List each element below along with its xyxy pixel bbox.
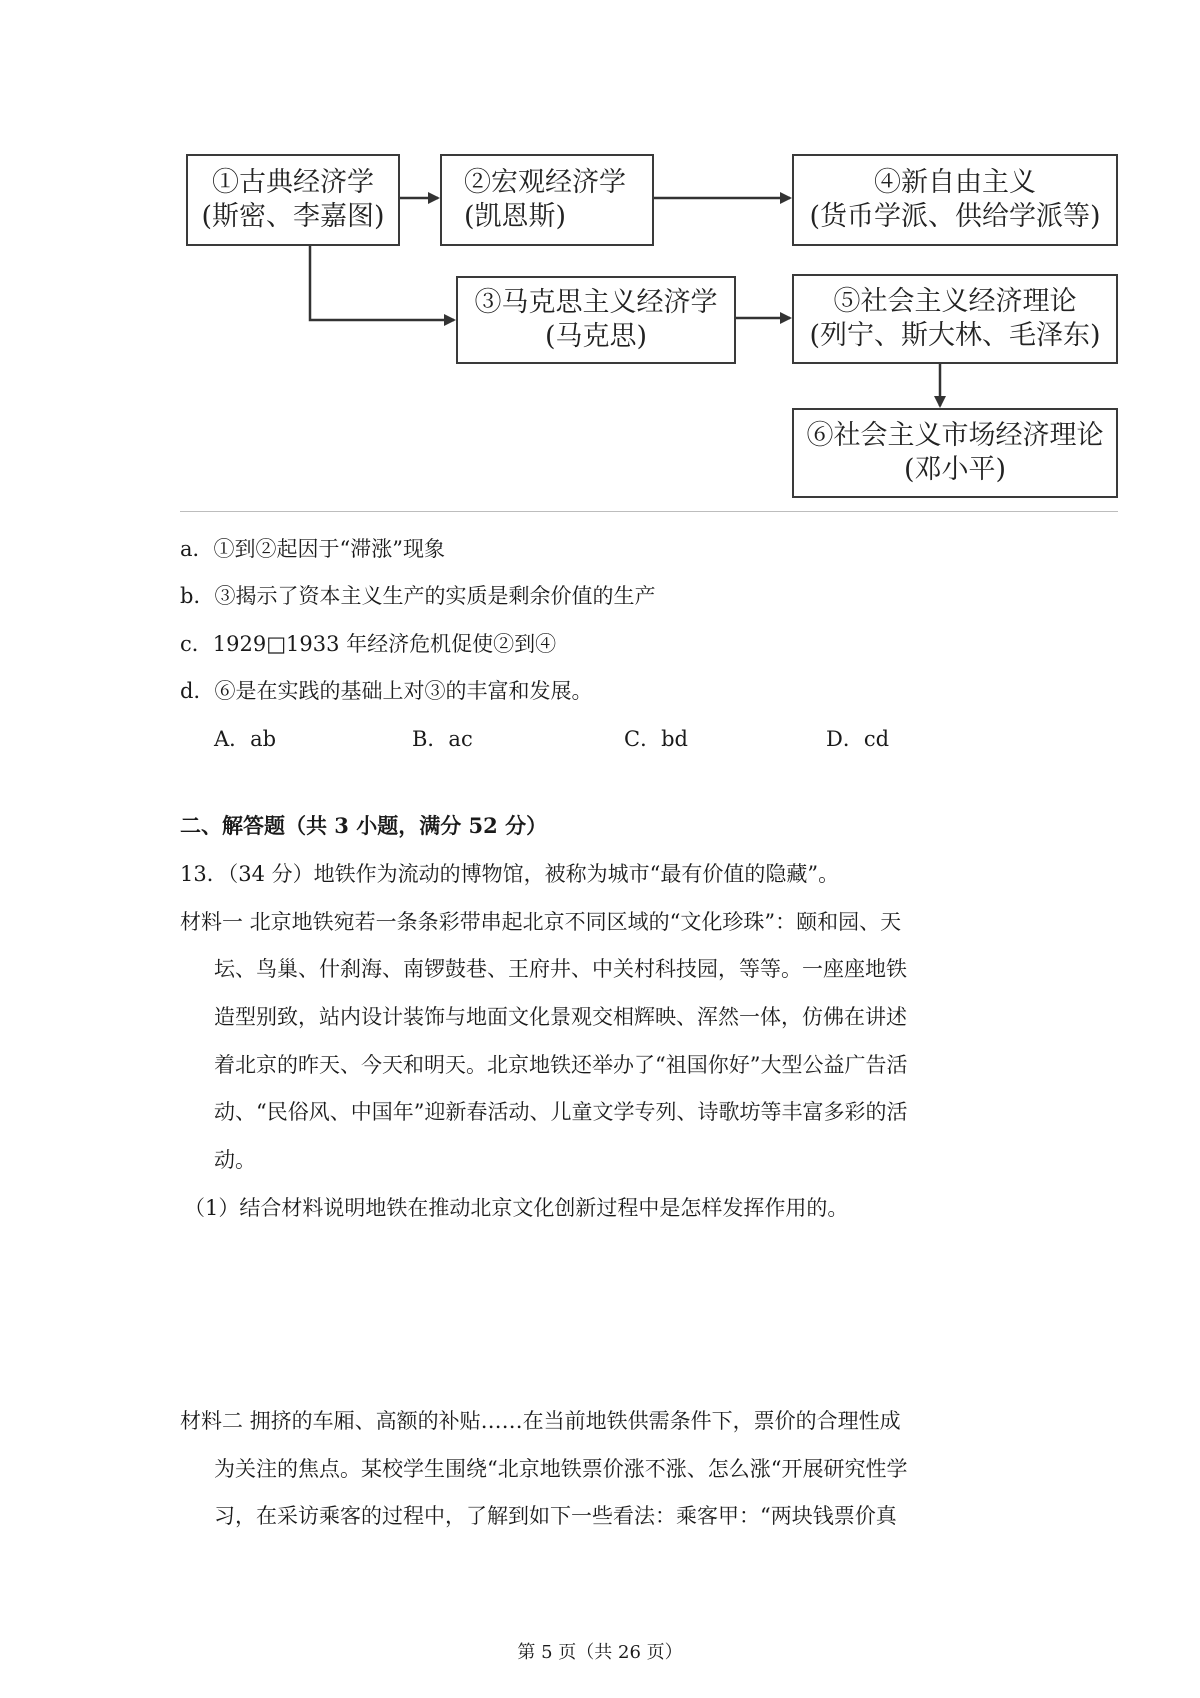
- box-socialist-economic-theory: [792, 274, 1118, 364]
- statement-c: c．1929□1933 年经济危机促使②到④: [180, 632, 557, 656]
- sub-question-1: （1）结合材料说明地铁在推动北京文化创新过程中是怎样发挥作用的。: [184, 1196, 849, 1220]
- option-b: B．ac: [412, 727, 473, 751]
- box-socialist-market-theory: [792, 408, 1118, 498]
- arrow-1-to-3: [310, 246, 454, 320]
- box-classical-title: ①古典经济学: [212, 167, 374, 198]
- box-neoliberalism: [792, 154, 1118, 246]
- diagram-divider: [180, 511, 1118, 512]
- box-socialist-title: ⑤社会主义经济理论: [833, 286, 1077, 317]
- statement-b: b．③揭示了资本主义生产的实质是剩余价值的生产: [180, 584, 656, 608]
- material-1-line-2: 坛、鸟巢、什刹海、南锣鼓巷、王府井、中关村科技园，等等。一座座地铁: [214, 957, 907, 981]
- box-neoliberal-sub: (货币学派、供给学派等): [809, 201, 1101, 232]
- box-marxist-title: ③马克思主义经济学: [474, 287, 718, 318]
- box-classical-economics: [186, 154, 400, 246]
- section-title: 二、解答题（共 3 小题，满分 52 分）: [180, 813, 548, 838]
- option-a: A．ab: [214, 727, 277, 751]
- material-1-line-1: 材料一 北京地铁宛若一条条彩带串起北京不同区域的“文化珍珠”：颐和园、天: [180, 910, 902, 934]
- option-c: C．bd: [624, 727, 688, 751]
- material-2-line-2: 为关注的焦点。某校学生围绕“北京地铁票价涨不涨、怎么涨“开展研究性学: [214, 1457, 908, 1481]
- box-classical-sub: (斯密、李嘉图): [201, 201, 385, 232]
- box-marxist-sub: (马克思): [544, 321, 648, 352]
- question-13-stem: 13．（34 分）地铁作为流动的博物馆，被称为城市“最有价值的隐藏”。: [180, 862, 840, 886]
- statement-d: d．⑥是在实践的基础上对③的丰富和发展。: [180, 679, 593, 703]
- box-marxist-economics: [456, 276, 736, 364]
- box-market-title: ⑥社会主义市场经济理论: [806, 420, 1104, 451]
- box-macro-title: ②宏观经济学: [464, 167, 626, 198]
- material-2-line-1: 材料二 拥挤的车厢、高额的补贴……在当前地铁供需条件下，票价的合理性成: [180, 1409, 901, 1433]
- statement-a: a．①到②起因于“滞涨”现象: [180, 537, 445, 561]
- material-1-line-5: 动、“民俗风、中国年”迎新春活动、儿童文学专列、诗歌坊等丰富多彩的活: [214, 1100, 908, 1124]
- option-d: D．cd: [826, 727, 890, 751]
- box-macro-sub: (凯恩斯): [464, 201, 567, 232]
- box-macroeconomics: [440, 154, 654, 246]
- material-1-line-4: 着北京的昨天、今天和明天。北京地铁还举办了“祖国你好”大型公益广告活: [214, 1053, 908, 1077]
- material-2-line-3: 习，在采访乘客的过程中，了解到如下一些看法：乘客甲：“两块钱票价真: [214, 1504, 897, 1528]
- material-1-line-6: 动。: [214, 1148, 256, 1172]
- box-socialist-sub: (列宁、斯大林、毛泽东): [809, 320, 1101, 351]
- box-neoliberal-title: ④新自由主义: [874, 167, 1036, 198]
- page-footer: 第 5 页（共 26 页）: [517, 1642, 683, 1663]
- box-market-sub: (邓小平): [903, 454, 1007, 485]
- material-1-line-3: 造型别致，站内设计装饰与地面文化景观交相辉映、浑然一体，仿佛在讲述: [214, 1005, 907, 1029]
